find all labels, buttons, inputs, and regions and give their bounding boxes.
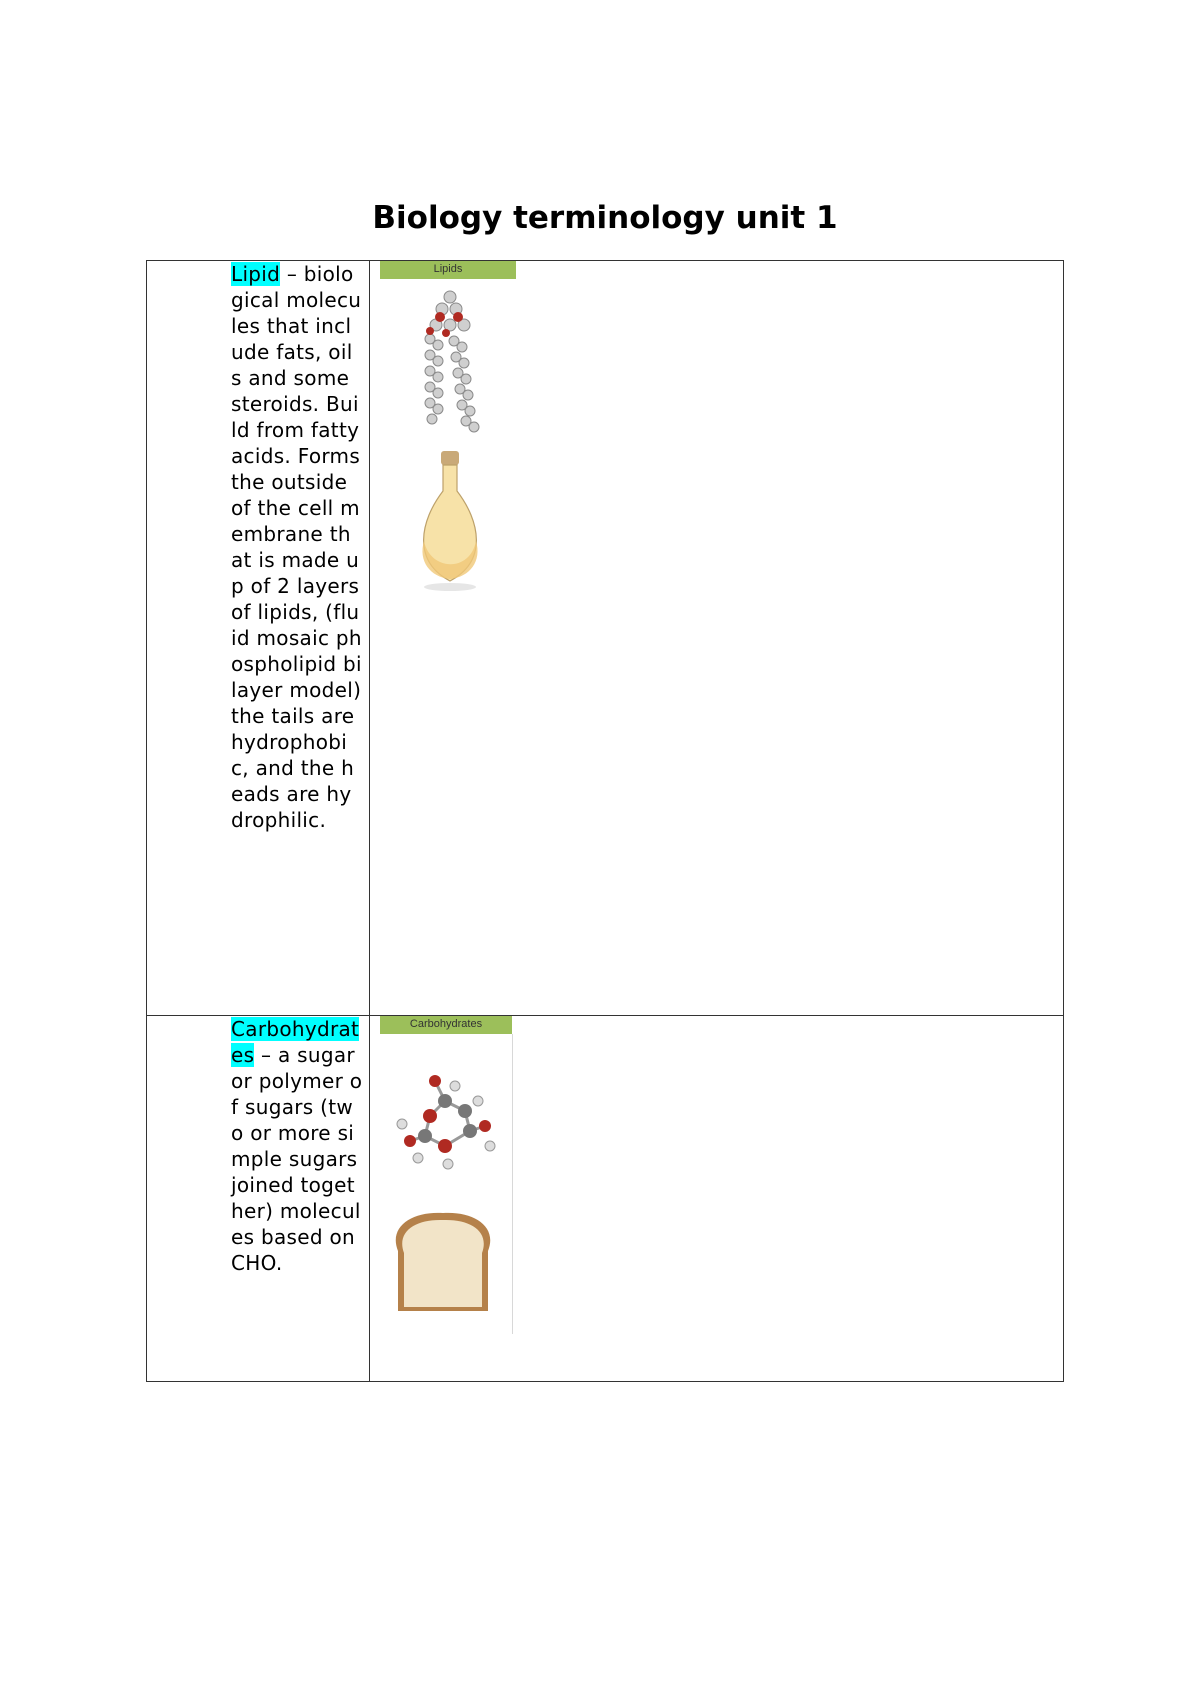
bread-slice-icon	[388, 1211, 498, 1316]
definition-text: – a sugar or polymer of sugars (two or more simple sugars joined together) molecules based on CHO.	[231, 1043, 363, 1275]
definition-text: – biological molecules that include fats, oils and some steroids. Build from fatty acids. Forms the outside of the cell membrane that is made up of 2 layers of lipids, (fluid mosaic phospholipid bilayer model) the tails are hydrophobic, and the heads are hydrophilic.	[231, 262, 362, 832]
term-definition	[231, 1016, 363, 1276]
page-title: Biology terminology unit 1	[372, 200, 838, 236]
term-highlight: Lipid	[231, 262, 281, 286]
term-cell	[147, 1016, 370, 1382]
image-banner: Lipids	[380, 261, 516, 279]
table-row	[147, 261, 1064, 1016]
image-cell	[370, 1016, 1064, 1382]
panel-divider	[512, 1034, 513, 1334]
image-cell	[370, 261, 1064, 1016]
term-definition	[231, 261, 363, 833]
terminology-table	[146, 260, 1064, 1382]
term-highlight: Carbohydrates	[231, 1017, 360, 1067]
lipid-molecule-icon	[410, 289, 490, 439]
table-row	[147, 1016, 1064, 1382]
sugar-molecule-icon	[390, 1066, 500, 1176]
term-cell	[147, 261, 370, 1016]
oil-flask-icon	[410, 451, 490, 601]
image-banner: Carbohydrates	[380, 1016, 512, 1034]
